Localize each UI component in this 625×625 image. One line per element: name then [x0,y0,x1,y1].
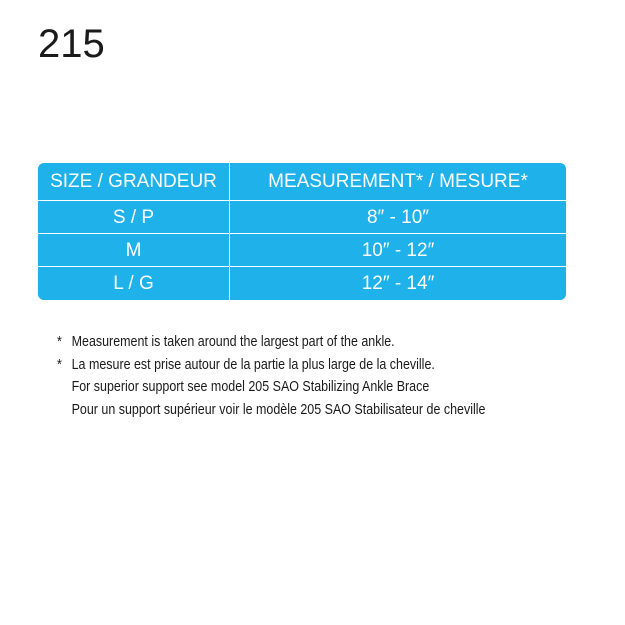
header-size: SIZE / GRANDEUR [50,170,217,192]
size-chart-table [38,163,566,300]
model-number: 215 [38,22,105,66]
table-row [38,266,566,300]
measurement-cell: 12″ - 14″ [229,267,566,300]
note-line [57,399,539,422]
note-line [57,331,539,354]
size-cell: M [125,239,142,261]
note-text: Pour un support supérieur voir le modèle 205 SAO Stabilisateur de cheville [71,401,486,418]
note-text: Measurement is taken around the largest part of the ankle. [71,334,395,350]
table-row [38,233,566,267]
footnotes [57,331,617,421]
asterisk: * [57,334,62,350]
table-row [38,200,566,234]
note-line [57,376,539,399]
note-text: For superior support see model 205 SAO Stabilizing Ankle Brace [71,379,430,395]
measurement-cell: 10″ - 12″ [229,234,566,267]
asterisk: * [57,356,62,373]
header-measurement: MEASUREMENT* / MESURE* [229,163,566,200]
size-cell: S / P [112,206,155,228]
measurement-cell: 8″ - 10″ [229,201,566,234]
table-header-row [38,163,566,200]
note-text: La mesure est prise autour de la partie la plus large de la cheville. [71,356,435,373]
note-line [57,354,539,377]
size-cell: L / G [113,273,154,294]
